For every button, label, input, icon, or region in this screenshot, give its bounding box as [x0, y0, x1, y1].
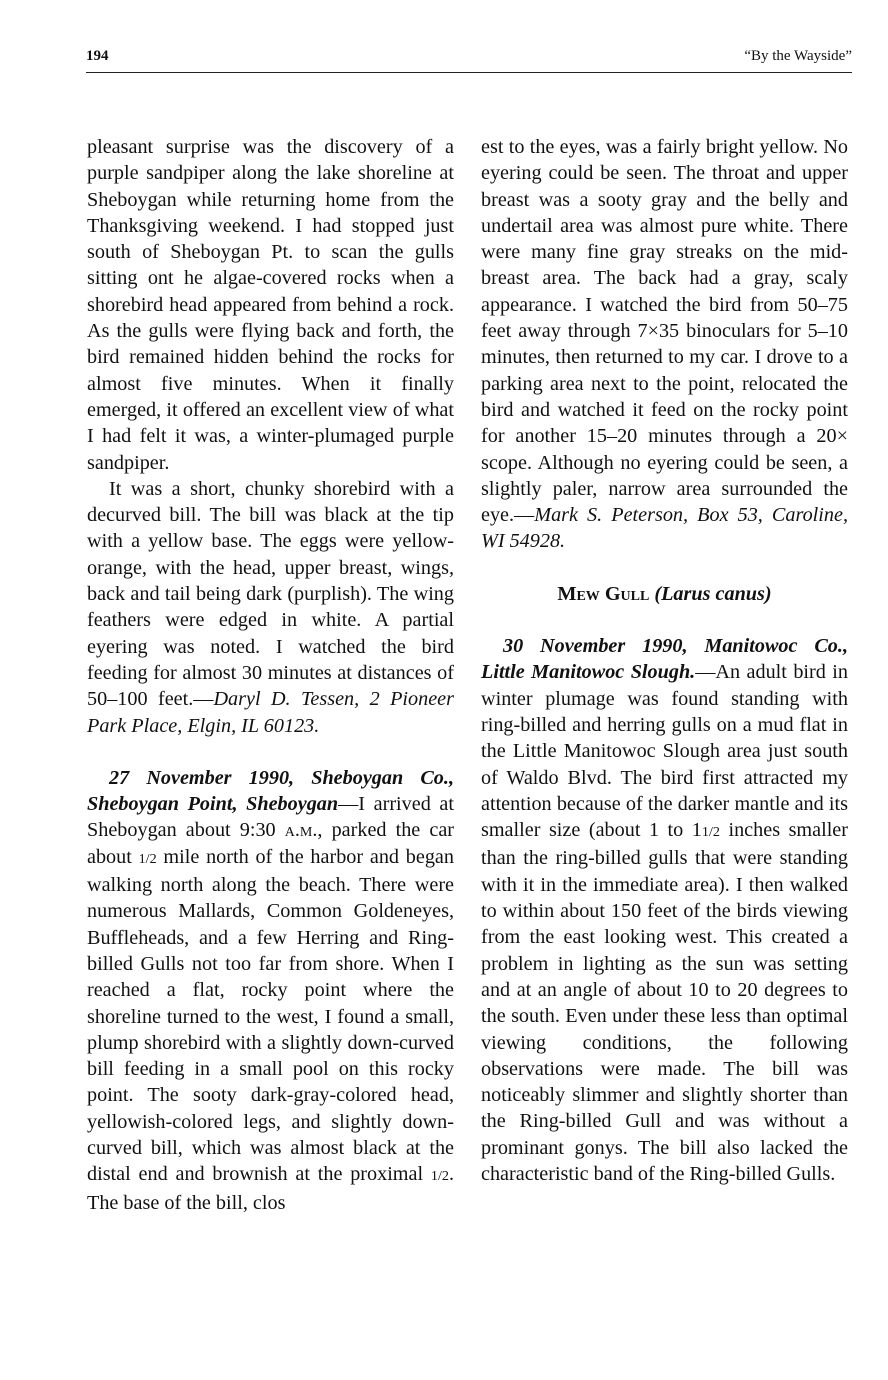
- header-rule: [86, 72, 852, 73]
- time-suffix: a.m.: [284, 819, 318, 842]
- running-head: [86, 48, 852, 72]
- paragraph-text: est to the eyes, was a fairly bright yellow. No eyering could be seen. The throat and upper breast was a sooty gray and the belly and undertail area was almost pure white. There were many fine gray streaks on the mid-breast area. The back had a gray, scaly appearance. I watched the bird from 50–75 feet away through 7×35 binoculars for 5–10 minutes, then returned to my car. I drove to a parking area next to the point, relocated the bird and watched it feed on the rocky point for another 15–20 minutes through a 20× scope. Although no eyering could be seen, a slightly paler, narrow area surrounded the eye.—: [481, 136, 848, 527]
- paragraph: [87, 134, 454, 476]
- fraction: 1/2: [701, 824, 720, 841]
- paragraph: [87, 476, 454, 739]
- left-column: [87, 134, 454, 1216]
- species-scientific-name: (Larus canus): [654, 582, 772, 605]
- fraction: 1/2: [138, 850, 157, 867]
- paragraph-text: —An adult bird in winter plumage was found standing with ring-billed and herring gulls on a mud flat in the Little Manitowoc Slough area just south of Waldo Blvd. The bird first attracted my attention because of the darker mantle and its smaller size (about 1 to 1: [481, 661, 848, 842]
- entry-date-location: 27 November 1990, Sheboygan Co., Sheboygan Point, Sheboygan: [87, 766, 454, 816]
- right-column: [481, 134, 848, 1187]
- species-heading: [481, 581, 848, 607]
- species-name: Mew Gull: [557, 582, 650, 605]
- paragraph-text: inches smaller than the ring-billed gulls that were standing with it in the immediate area). I then walked to within about 150 feet of the birds viewing from the east looking west. This created a problem in lighting as the sun was setting and at an angle of about 10 to 20 degrees to the south. Even under these less than optimal viewing conditions, the following observations were made. The bill was noticeably slimmer and slightly shorter than the Ring-billed Gull and was without a prominant gonys. The bill also lacked the characteristic band of the Ring-billed Gulls.: [481, 819, 848, 1185]
- entry-date-location: 30 November 1990, Manitowoc Co., Little Manitowoc Slough.: [481, 635, 848, 684]
- running-title: “By the Wayside”: [744, 48, 852, 64]
- page-number: 194: [86, 48, 109, 64]
- fraction: 1/2: [430, 1168, 449, 1185]
- paragraph-text: mile north of the harbor and began walking north along the beach. There were numerous Mallards, Common Goldeneyes, Buffleheads, and a few Herring and Ring-billed Gulls not too far from shore. When I reached a flat, rocky point where the shoreline turned to the west, I found a small, plump shorebird with a slightly down-curved bill feeding in a small pool on this rocky point. The sooty dark-gray-colored head, yellowish-colored legs, and slightly downcurved bill, which was almost black at the distal end and brownish at the proximal: [87, 845, 454, 1186]
- report-entry: [87, 765, 454, 1216]
- paragraph-text: —I arrived at Sheboygan about 9:30: [87, 793, 454, 842]
- paragraph-text: It was a short, chunky shorebird with a decurved bill. The bill was black at the tip with a yellow base. The eggs were yellow-orange, with the head, upper breast, wings, back and tail being dark (purplish). The wing feathers were edged in white. A partial eyering was noted. I watched the bird feeding for almost 30 minutes at distances of 50–100 feet.—: [87, 477, 454, 711]
- observer-signature: Daryl D. Tessen, 2 Pioneer Park Place, Elgin, IL 60123.: [87, 688, 454, 737]
- report-entry: [481, 633, 848, 1187]
- observer-signature: Mark S. Peterson, Box 53, Caroline, WI 54928.: [481, 504, 848, 553]
- paragraph-text: pleasant surprise was the discovery of a purple sandpiper along the lake shoreline at Sheboygan while returning home from the Thanksgiving weekend. I had stopped just south of Sheboygan Pt. to scan the gulls sitting ont he algae-covered rocks when a shorebird head appeared from behind a rock. As the gulls were flying back and forth, the bird remained hidden behind the rocks for almost five minutes. When it finally emerged, it offered an excellent view of what I had felt it was, a winter-plumaged purple sandpiper.: [87, 136, 454, 474]
- paragraph-text: , parked the car about: [87, 819, 455, 868]
- paragraph: [481, 134, 848, 555]
- paragraph-text: . The base of the bill, clos: [87, 1163, 454, 1214]
